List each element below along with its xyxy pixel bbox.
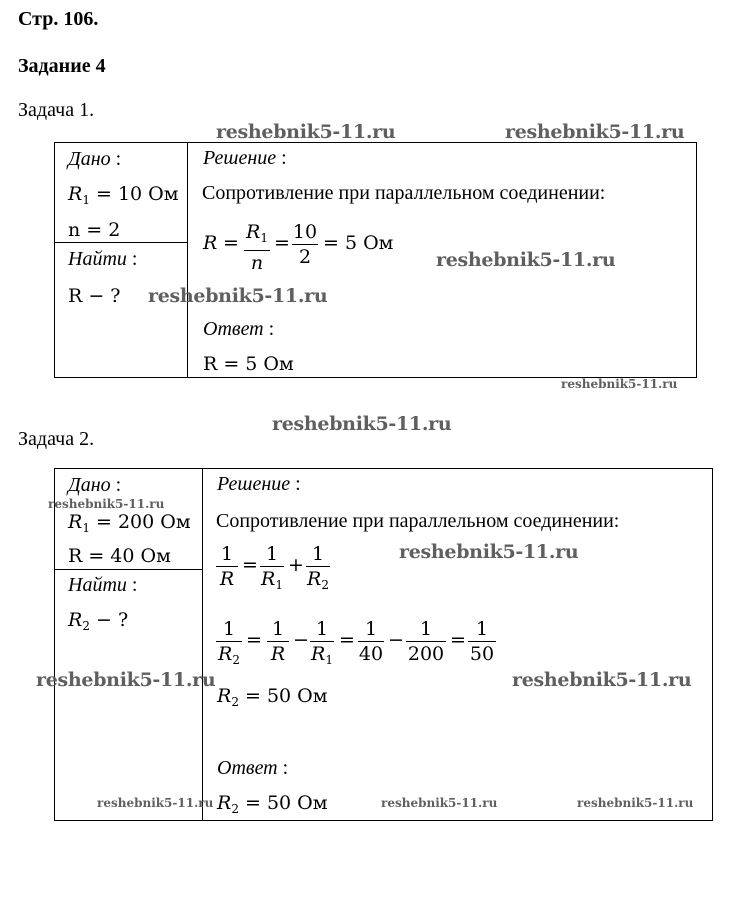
- formula-eq: =: [246, 629, 262, 651]
- fraction-r1-over-n: $R_1$ n: [244, 220, 270, 275]
- fraction-1-over-200: 1 200: [407, 618, 445, 665]
- watermark: reshebnik5-11.ru: [577, 796, 694, 810]
- watermark: reshebnik5-11.ru: [399, 541, 579, 563]
- formula-eq: =: [274, 232, 290, 254]
- section-title: Задание 4: [18, 55, 106, 77]
- watermark: reshebnik5-11.ru: [216, 121, 396, 143]
- watermark: reshebnik5-11.ru: [36, 669, 216, 691]
- fraction-1-over-r2: 1 $R_2$: [307, 543, 329, 592]
- fraction-10-over-2: 10 2: [292, 221, 318, 268]
- formula-r: R: [203, 232, 218, 254]
- problem2-answer: $R_2 = 50$ Ом: [217, 792, 328, 816]
- watermark: reshebnik5-11.ru: [381, 796, 498, 810]
- formula-eq: =: [223, 232, 239, 254]
- watermark: reshebnik5-11.ru: [48, 497, 165, 511]
- watermark: reshebnik5-11.ru: [97, 796, 214, 810]
- problem1-given-find-divider: [54, 242, 187, 243]
- problem2-solution-text: Сопротивление при параллельном соединении:: [216, 510, 620, 532]
- fraction-1-over-r: 1 R: [267, 617, 289, 666]
- formula-minus: −: [388, 629, 404, 651]
- problem2-given-label: Дано :: [68, 474, 122, 496]
- problem2-find-r2: $R_2$ − ?: [68, 609, 129, 633]
- problem1-solution-text: Сопротивление при параллельном соединении:: [202, 182, 606, 204]
- problem2-title: Задача 2.: [18, 428, 95, 450]
- formula-eq: =: [242, 554, 258, 576]
- problem1-title: Задача 1.: [18, 99, 95, 121]
- problem1-given-label: Дано :: [68, 148, 122, 170]
- problem2-given-find-divider: [54, 569, 202, 570]
- watermark: reshebnik5-11.ru: [512, 669, 692, 691]
- problem1-answer: R = 5 Ом: [203, 353, 294, 375]
- watermark: reshebnik5-11.ru: [148, 285, 328, 307]
- problem2-answer-label: Ответ :: [217, 757, 289, 779]
- problem2-solution-label: Решение :: [217, 473, 301, 495]
- watermark: reshebnik5-11.ru: [436, 249, 616, 271]
- watermark: reshebnik5-11.ru: [505, 121, 685, 143]
- problem1-solution-label: Решение :: [203, 147, 287, 169]
- page-header: Стр. 106.: [18, 8, 99, 30]
- formula-eq: =: [450, 629, 466, 651]
- problem1-find-label: Найти :: [68, 248, 138, 270]
- fraction-1-over-r: 1 R: [216, 542, 238, 591]
- problem2-result: $R_2 = 50$ Ом: [217, 685, 328, 709]
- problem2-given-r: R = 40 Ом: [68, 545, 171, 567]
- fraction-1-over-r1: 1 $R_1$: [261, 543, 283, 592]
- problem1-given-r1: $R_1 = 10$ Ом: [68, 183, 179, 207]
- formula-result: = 5 Ом: [323, 232, 394, 254]
- formula-plus: +: [288, 554, 304, 576]
- problem1-given-n: n = 2: [68, 219, 121, 241]
- problem2-divider: [202, 468, 203, 821]
- formula-eq: =: [339, 629, 355, 651]
- fraction-1-over-r1: 1 $R_1$: [311, 618, 333, 667]
- fraction-1-over-r2: 1 $R_2$: [216, 617, 242, 672]
- formula-minus: −: [293, 629, 309, 651]
- problem1-divider: [187, 142, 188, 378]
- watermark: reshebnik5-11.ru: [561, 377, 678, 391]
- fraction-1-over-40: 1 40: [358, 618, 384, 665]
- problem2-given-r1: $R_1 = 200$ Ом: [68, 511, 191, 535]
- problem1-find-r: R − ?: [68, 285, 121, 307]
- problem1-answer-label: Ответ :: [203, 318, 275, 340]
- fraction-1-over-50: 1 50: [469, 618, 495, 665]
- problem2-find-label: Найти :: [68, 574, 138, 596]
- watermark: reshebnik5-11.ru: [272, 413, 452, 435]
